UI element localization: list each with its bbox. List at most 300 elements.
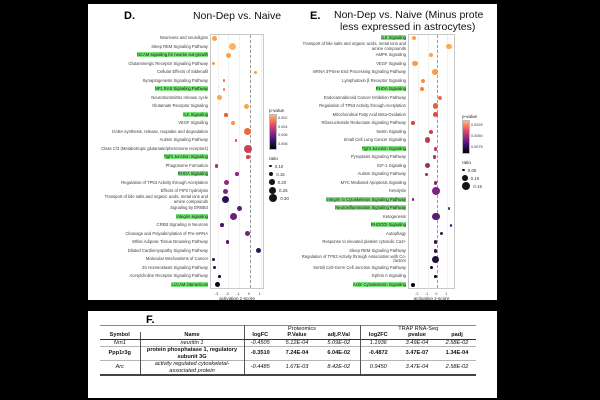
pathway-label: [298, 266, 408, 270]
pathway-label: [298, 274, 408, 278]
pathway-label: [96, 113, 210, 117]
plot-cell: [408, 179, 455, 188]
pathway-row: [298, 264, 455, 273]
pathway-label: [96, 130, 210, 134]
pathway-dot: [430, 266, 433, 269]
pathway-label-text: Actin Cytoskeleton Signaling: [352, 281, 406, 287]
pathway-row: [298, 145, 455, 154]
x-tick-label: 0: [435, 290, 438, 296]
plot-cell: [210, 162, 264, 171]
table-group-header: [100, 326, 244, 333]
pathway-dot: [212, 36, 217, 41]
pathway-dot: [224, 113, 228, 117]
table-cell: 8.42E-02: [327, 364, 351, 371]
pathway-row: [96, 153, 264, 162]
pathway-label: [96, 257, 210, 261]
pathway-dot: [434, 249, 438, 253]
plot-cell: [210, 111, 264, 120]
table-cell: 1.1936: [360, 339, 396, 346]
x-tick-label: 1: [445, 290, 448, 296]
pathway-dot: [244, 128, 251, 135]
pathway-dot: [434, 240, 438, 244]
table-body: [100, 339, 476, 375]
pathway-label: [96, 274, 210, 278]
pathway-label-text: NF1 RAS Signaling Pathway: [154, 86, 208, 92]
panel-d-title: Non-Dep vs. Naive: [192, 10, 282, 22]
plot-cell: [210, 60, 264, 69]
pathway-label: [96, 104, 210, 108]
pathway-row: [96, 102, 264, 111]
table-column-header: logFC: [244, 332, 276, 339]
pathway-dot: [433, 103, 439, 109]
plot-cell: [210, 187, 264, 196]
ratio-dot: [269, 179, 275, 185]
plot-cell: [408, 170, 455, 179]
table-cell: activity regulated cytoskeletal-associated protein: [140, 361, 244, 375]
pathway-dot: [218, 275, 221, 278]
x-axis-label: activation z-score: [413, 295, 450, 300]
pathway-label-text: Synaptogenesis Signaling Pathway: [142, 77, 208, 83]
table-cell: Ppp1r3g: [108, 350, 131, 357]
pathway-label: [298, 181, 408, 185]
pathway-row: [298, 119, 455, 128]
legend-pvalue: [462, 120, 496, 156]
legend-tick-label: 0.0050: [471, 134, 483, 138]
pathway-label: [96, 155, 210, 159]
x-tick-label: 0: [247, 290, 250, 296]
pathway-label-text: Dilated Cardiomyopathy Signaling Pathway: [127, 247, 208, 253]
pathway-row: [96, 255, 264, 264]
table-column-header: padj: [438, 332, 476, 339]
pathway-dot: [425, 173, 428, 176]
table-cell: 7.24E-04: [285, 350, 309, 357]
pathway-label: [298, 232, 408, 236]
pathway-row: [298, 68, 455, 77]
legend-ratio-item: [462, 182, 496, 190]
plot-cell: [408, 162, 455, 171]
pathway-dot: [237, 206, 242, 211]
legend-pvalue: [269, 114, 303, 152]
table-column-header: Symbol: [100, 332, 140, 339]
x-axis-label: activation z-score: [219, 295, 255, 300]
pathway-row: [298, 51, 455, 60]
pathway-label-text: Ketolysis: [389, 188, 406, 194]
plot-cell: [210, 34, 264, 43]
plot-cell: [408, 238, 455, 247]
pathway-label-text: Zn Homeostasis Signaling Pathway: [142, 264, 208, 270]
pathway-dot: [420, 87, 424, 91]
ratio-label: 0.25: [279, 187, 288, 193]
plot-cell: [210, 145, 264, 154]
pathway-label: [96, 147, 210, 151]
pathway-dot: [450, 224, 453, 227]
pathway-dot: [244, 145, 252, 153]
pathway-row: [298, 272, 455, 281]
table-cell: protein phosphatase 1, regulatory subunit 3G: [140, 347, 244, 361]
pathway-label-text: Phagosome Formation: [165, 162, 208, 168]
table-cell: 1.67E-03: [285, 364, 309, 371]
pathway-dot: [235, 139, 238, 142]
pathway-label-text: Ephrin A Signaling: [372, 273, 406, 279]
legend-ratio-item: [269, 170, 303, 178]
table-cell: 0.9450: [360, 361, 396, 375]
plot-cell: [210, 85, 264, 94]
pathway-label-text: Sertoli Cell-Germ Cell Junction Signaling Pathway: [313, 264, 406, 270]
pathway-label-text: Molecular Mechanisms of Cancer: [145, 256, 208, 262]
pathway-dot: [432, 213, 439, 220]
table-cell: 2.58E-02: [445, 364, 469, 371]
pathway-label: [298, 189, 408, 193]
legend-ratio-title: ratio: [462, 160, 471, 165]
pathway-label: [96, 189, 210, 193]
plot-cell: [408, 204, 455, 213]
pathway-label-text: RHOA Signaling: [375, 86, 406, 92]
pathway-dot: [220, 223, 224, 227]
pathway-label-text: Regulation of TP53 Activity through Acetylation: [319, 103, 406, 109]
legend-ratio-title: ratio: [269, 156, 278, 161]
panel-d-letter: D.: [124, 10, 135, 22]
ratio-label: 0.15: [276, 171, 285, 177]
pathway-dot: [421, 79, 425, 83]
pathway-row: [298, 281, 455, 290]
plot-cell: [408, 196, 455, 205]
table-cell: 6.04E-02: [327, 350, 351, 357]
pathway-row: [96, 213, 264, 222]
pathway-label: [298, 240, 408, 244]
pathway-row: [298, 255, 455, 264]
pathway-label-text: Glutamate Receptor Signaling: [152, 103, 208, 109]
ratio-label: 0.10: [274, 163, 284, 169]
pathway-label: [298, 70, 408, 74]
pathway-label: [298, 172, 408, 176]
pathway-label: [298, 96, 408, 100]
pathway-label: [96, 121, 210, 125]
pathway-label-text: Pyroptosis Signaling Pathway: [350, 154, 406, 160]
table-cell: 2.58E-02: [445, 339, 469, 346]
pathway-label-text: Ribonucleotide Reductase Signaling Pathway: [321, 120, 406, 126]
pathway-label-text: VEGF Signaling: [376, 60, 406, 66]
pathway-label-text: MYC Mediated Apoptosis Signaling: [340, 179, 406, 185]
legend-tick-label: 0.008: [278, 141, 288, 146]
pathway-row: [298, 179, 455, 188]
plot-cell: [408, 221, 455, 230]
ratio-label: 0.05: [467, 167, 477, 173]
plot-cell: [408, 281, 455, 290]
pathway-dot: [432, 256, 439, 263]
pathway-label-text: White Adipose Tissue Browning Pathway: [132, 239, 208, 245]
pathway-label: [298, 155, 408, 159]
pathway-label: [96, 240, 210, 244]
plot-cell: [210, 272, 264, 281]
plot-cell: [210, 153, 264, 162]
pathway-dot: [432, 69, 438, 75]
pathway-dot: [433, 112, 439, 118]
pathway-label-text: Tight Junction Signaling: [163, 154, 208, 160]
pathway-row: [96, 204, 264, 213]
pathway-label-text: IGF-1 Signaling: [376, 162, 406, 168]
legend-tick-label: 0.0025: [471, 123, 483, 128]
pathway-row: [298, 221, 455, 230]
table-row: [100, 361, 476, 375]
pathway-label: [298, 138, 408, 142]
pathway-label-text: Ketogenesis: [382, 213, 406, 219]
plot-cell: [408, 51, 455, 60]
plot-cell: [210, 77, 264, 86]
plot-cell: [408, 111, 455, 120]
pathway-dot: [440, 232, 443, 235]
pathway-dot: [212, 62, 215, 65]
gradient-bar: [462, 120, 470, 154]
pathway-row: [96, 60, 264, 69]
plot-cell: [210, 196, 264, 205]
plot-cell: [408, 77, 455, 86]
table-cell: 5.09E-02: [327, 339, 351, 346]
pathway-row: [96, 247, 264, 256]
legend-ratio-item: [269, 194, 303, 202]
table-block: [88, 311, 497, 398]
table-cell: neuritin 1: [140, 339, 244, 346]
table-column-header: log2FC: [360, 332, 396, 339]
plot-cell: [210, 264, 264, 273]
plot-cell: [408, 85, 455, 94]
pathway-row: [96, 85, 264, 94]
pathway-label: [96, 70, 210, 74]
pathway-label: [96, 232, 210, 236]
plot-cell: [408, 94, 455, 103]
panel-e-letter: E.: [310, 10, 321, 22]
pathway-dot: [213, 266, 216, 269]
table-cell: 3.47E-04: [405, 364, 429, 371]
plot-cell: [210, 281, 264, 290]
pathway-dot: [434, 147, 438, 151]
pathway-label: [96, 206, 210, 210]
plot-cell: [408, 247, 455, 256]
pathway-dot: [446, 44, 452, 50]
pathway-label-text: Cleavage and Polyadenylation of Pre-mRNA: [125, 230, 208, 236]
pathway-label: [298, 130, 408, 134]
pathway-row: [96, 162, 264, 171]
pathway-row: [96, 281, 264, 290]
pathway-label-text: Neurotransmitter release cycle: [151, 94, 208, 100]
pathway-label-text: ILK Signaling: [381, 35, 406, 41]
pathway-panels-block: [88, 4, 497, 300]
legend-ratio-item: [462, 174, 496, 182]
plot-cell: [210, 102, 264, 111]
ratio-dot: [462, 182, 470, 190]
plot-cell: [408, 213, 455, 222]
pathway-label: [96, 96, 210, 100]
pathway-dot: [434, 181, 438, 185]
pathway-label: [96, 215, 210, 219]
table-cell: 5.12E-04: [285, 339, 309, 346]
plot-cell: [408, 255, 455, 264]
table-cell: -0.4505: [244, 339, 276, 346]
table-cell: -0.4485: [244, 361, 276, 375]
pathway-row: [298, 43, 455, 52]
pathway-row: [298, 213, 455, 222]
pathway-dot: [215, 282, 220, 287]
pathway-dot: [231, 121, 235, 125]
pathway-row: [96, 238, 264, 247]
plot-cell: [210, 68, 264, 77]
pathway-dot: [246, 155, 250, 159]
pathway-row: [96, 170, 264, 179]
pathway-label: [96, 138, 210, 142]
ratio-label: 0.15: [473, 183, 482, 189]
plot-cell: [408, 102, 455, 111]
pathway-label: [298, 283, 408, 287]
pathway-label: [298, 164, 408, 168]
pathway-label: [298, 113, 408, 117]
pathway-row: [298, 238, 455, 247]
pathway-label: [96, 87, 210, 91]
plot-cell: [408, 230, 455, 239]
pathway-label: [96, 195, 210, 204]
pathway-label: [298, 147, 408, 151]
plot-cell: [408, 153, 455, 162]
pathway-dot: [226, 240, 230, 244]
pathway-dot: [245, 231, 250, 236]
pathway-label-text: Small Cell Lung Cancer Signaling: [343, 137, 406, 143]
pathway-label-text: Integrin to Cytoskeleton Signaling Pathway: [326, 196, 406, 202]
table-head: [100, 326, 476, 340]
pathway-row: [298, 170, 455, 179]
pathway-label-text: Sleep REM Signaling Pathway: [349, 247, 406, 253]
panel-e-title-line1: Non-Dep vs. Naive (Minus prote: [334, 9, 484, 21]
table-cell: 3.49E-04: [405, 339, 429, 346]
plot-cell: [408, 119, 455, 128]
ratio-dot: [269, 165, 272, 168]
ratio-dot: [269, 187, 276, 194]
x-tick-label: -1: [236, 290, 240, 296]
table-column-header: P.Value: [276, 332, 318, 339]
plot-cell: [210, 128, 264, 137]
plot-cell: [210, 221, 264, 230]
pathway-dot: [223, 88, 226, 91]
pathway-dot: [230, 213, 237, 220]
pathway-row: [298, 111, 455, 120]
pathway-row: [96, 68, 264, 77]
plot-cell: [210, 230, 264, 239]
pathway-label: [96, 223, 210, 227]
legend-ratio-item: [462, 166, 496, 174]
pathway-label-text: Tight Junction Signaling: [361, 145, 406, 151]
legend-pvalue-title: p-value: [269, 108, 285, 113]
pathway-label-text: CREB Signaling in Neurons: [156, 222, 208, 228]
pathway-dot: [412, 198, 415, 201]
legend-ratio-item: [269, 162, 303, 170]
pathway-label-text: Endocannabinoid Cancer Inhibition Pathway: [323, 94, 406, 100]
pathway-label: [298, 121, 408, 125]
panel-d-plot: [96, 34, 264, 300]
x-tick-label: 1: [258, 290, 261, 296]
table-column-header: pvalue: [396, 332, 438, 339]
pathway-dot: [425, 137, 431, 143]
pathway-label: [298, 249, 408, 253]
pathway-label-text: Autophagy: [385, 230, 406, 236]
table-column-header: Name: [140, 332, 244, 339]
pathway-dot: [235, 172, 239, 176]
plot-cell: [210, 136, 264, 145]
x-tick-label: -2: [415, 290, 419, 296]
table-column-header: adj.P.Val: [318, 332, 360, 339]
plot-cell: [408, 264, 455, 273]
pathway-label-text: L1CAM interactions: [171, 281, 208, 287]
pathway-row: [96, 136, 264, 145]
pathway-dot: [217, 95, 222, 100]
pathway-label-text: Transport of bile salts and organic acids, metal ions and amine compounds: [104, 194, 208, 204]
legend-pvalue-title: p-value: [462, 114, 478, 119]
ratio-label: 0.10: [470, 175, 480, 181]
pathway-label: [96, 181, 210, 185]
pathway-row: [298, 153, 455, 162]
pathway-row: [96, 128, 264, 137]
table-group-header: TRAP RNA-Seq: [360, 326, 476, 333]
pathway-label: [96, 172, 210, 176]
pathway-label: [96, 266, 210, 270]
pathway-row: [96, 77, 264, 86]
pathway-label-text: Autism Signaling Pathway: [357, 171, 406, 177]
plot-cell: [210, 170, 264, 179]
pathway-label-text: Glutaminergic Receptor Signaling Pathway: [128, 60, 208, 66]
table-cell: -0.4872: [360, 347, 396, 361]
panel-e-title-line2: less expressed in astrocytes): [340, 21, 476, 33]
pathway-label: [96, 283, 210, 287]
pathway-label: [96, 62, 210, 66]
table-group-header: Proteomics: [244, 326, 360, 333]
pathway-row: [96, 179, 264, 188]
ratio-label: 0.20: [277, 179, 287, 185]
pathway-dot: [432, 187, 440, 195]
pathway-dot: [226, 53, 231, 58]
pathway-dot: [448, 207, 451, 210]
pathway-row: [298, 136, 455, 145]
pathway-dot: [434, 275, 437, 278]
pathway-label-text: Signaling by ERBB4: [170, 205, 208, 211]
pathway-label-text: Regulation of TP53 Activity through Association with Co-factors: [301, 253, 406, 264]
pathway-row: [298, 196, 455, 205]
legend-tick-label: 0.004: [278, 124, 288, 129]
panel-e-legend: [462, 114, 496, 190]
pathway-dot: [223, 79, 226, 82]
pathway-row: [298, 187, 455, 196]
pathway-row: [96, 264, 264, 273]
x-tick-label: -3: [214, 290, 219, 296]
pathway-label-text: Cellular Effects of Sildenafil: [157, 69, 208, 75]
pathway-row: [298, 230, 455, 239]
pathway-row: [96, 51, 264, 60]
table-cell: -0.3510: [244, 347, 276, 361]
pathway-label-text: Response to elevated platelet cytosolic Ca2+: [322, 239, 406, 245]
x-tick-label: -1: [424, 290, 429, 296]
pathway-label: [298, 198, 408, 202]
plot-cell: [408, 187, 455, 196]
pathway-row: [298, 162, 455, 171]
pathway-row: [96, 145, 264, 154]
plot-cell: [408, 68, 455, 77]
pathway-label-text: Integrin signaling: [176, 213, 208, 219]
pathway-label: [298, 206, 408, 210]
pathway-label-text: ILK Signaling: [183, 111, 208, 117]
pathway-dot: [412, 36, 416, 40]
pathway-label: [96, 164, 210, 168]
ratio-dot: [269, 194, 277, 202]
plot-cell: [210, 119, 264, 128]
pathway-row: [96, 111, 264, 120]
plot-cell: [408, 60, 455, 69]
pathway-label: [298, 53, 408, 57]
pathway-dot: [222, 196, 229, 203]
